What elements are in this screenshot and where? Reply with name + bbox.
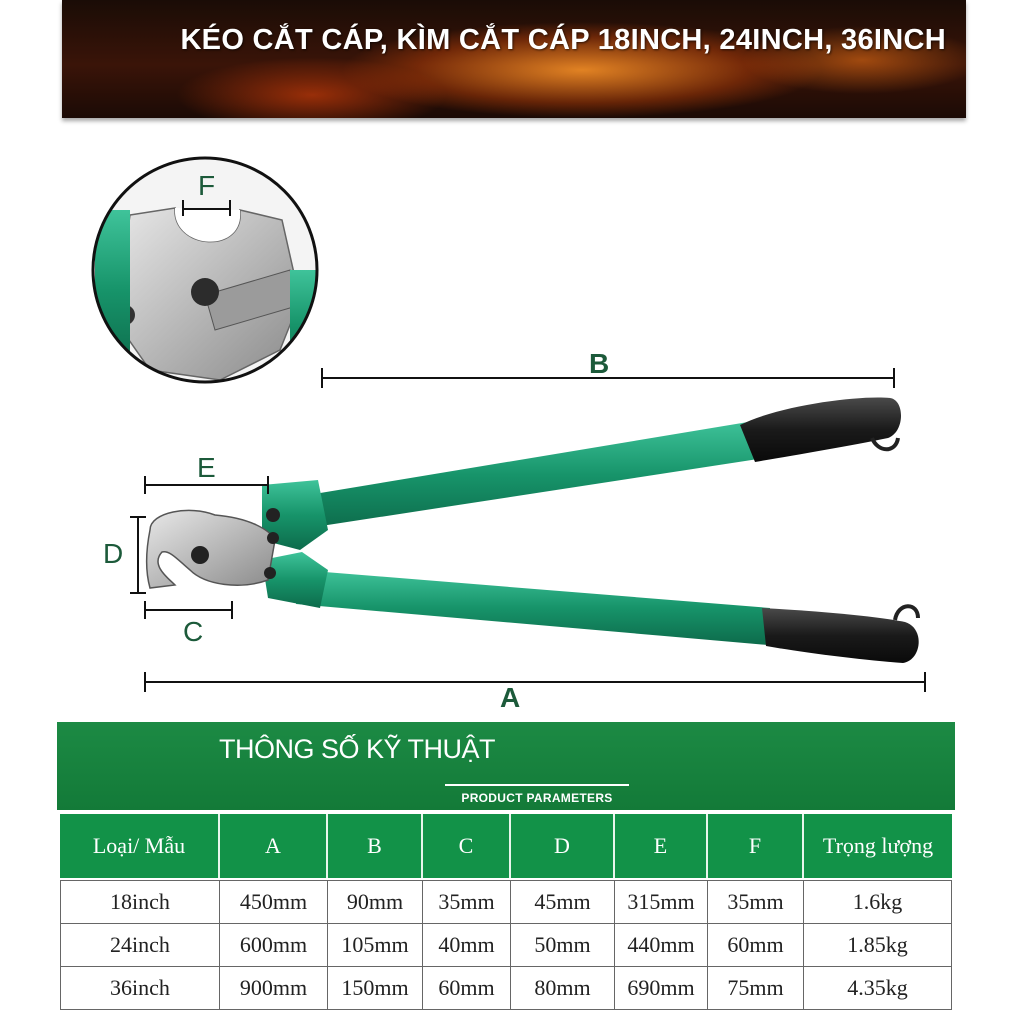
column-header: A xyxy=(220,814,328,878)
table-cell: 50mm xyxy=(511,924,615,967)
product-diagram xyxy=(0,120,1024,720)
table-cell: 1.85kg xyxy=(804,924,952,967)
table-cell: 35mm xyxy=(423,880,511,924)
table-cell: 36inch xyxy=(60,967,220,1010)
table-cell: 440mm xyxy=(615,924,708,967)
table-cell: 18inch xyxy=(60,880,220,924)
dim-label-d: D xyxy=(103,538,124,569)
table-cell: 80mm xyxy=(511,967,615,1010)
banner-title: KÉO CẮT CÁP, KÌM CẮT CÁP 18INCH, 24INCH, 36INCH xyxy=(180,24,946,56)
dim-label-e: E xyxy=(197,452,216,483)
column-header: Trọng lượng xyxy=(804,814,952,878)
header-banner xyxy=(62,0,966,118)
column-header: B xyxy=(328,814,423,878)
column-header: F xyxy=(708,814,804,878)
table-cell: 60mm xyxy=(708,924,804,967)
table-header-row xyxy=(60,814,952,878)
table-cell: 150mm xyxy=(328,967,423,1010)
column-header: Loại/ Mẫu xyxy=(60,814,220,878)
spec-header xyxy=(57,722,955,810)
table-cell: 1.6kg xyxy=(804,880,952,924)
dim-label-a: A xyxy=(500,682,521,713)
table-cell: 35mm xyxy=(708,880,804,924)
table-cell: 900mm xyxy=(220,967,328,1010)
table-cell: 75mm xyxy=(708,967,804,1010)
table-cell: 315mm xyxy=(615,880,708,924)
spec-title: THÔNG SỐ KỸ THUẬT xyxy=(218,734,496,764)
dim-label-c: C xyxy=(183,616,204,647)
table-row xyxy=(60,880,952,924)
table-cell: 4.35kg xyxy=(804,967,952,1010)
cutter-head xyxy=(147,480,328,608)
table-cell: 24inch xyxy=(60,924,220,967)
table-cell: 450mm xyxy=(220,880,328,924)
dim-label-b: B xyxy=(589,348,610,379)
column-header: C xyxy=(423,814,511,878)
table-row xyxy=(60,967,952,1010)
dim-label-f: F xyxy=(198,170,216,201)
column-header: E xyxy=(615,814,708,878)
table-row xyxy=(60,924,952,967)
upper-handle xyxy=(290,397,901,530)
lower-handle xyxy=(296,570,919,663)
table-cell: 40mm xyxy=(423,924,511,967)
table-cell: 60mm xyxy=(423,967,511,1010)
table-cell: 690mm xyxy=(615,967,708,1010)
spec-divider xyxy=(445,784,629,786)
spec-table xyxy=(60,814,952,1010)
table-cell: 90mm xyxy=(328,880,423,924)
table-cell: 45mm xyxy=(511,880,615,924)
table-cell: 105mm xyxy=(328,924,423,967)
table-cell: 600mm xyxy=(220,924,328,967)
spec-subtitle: PRODUCT PARAMETERS xyxy=(461,791,613,805)
cable-cutter-illustration xyxy=(0,120,1024,720)
column-header: D xyxy=(511,814,615,878)
